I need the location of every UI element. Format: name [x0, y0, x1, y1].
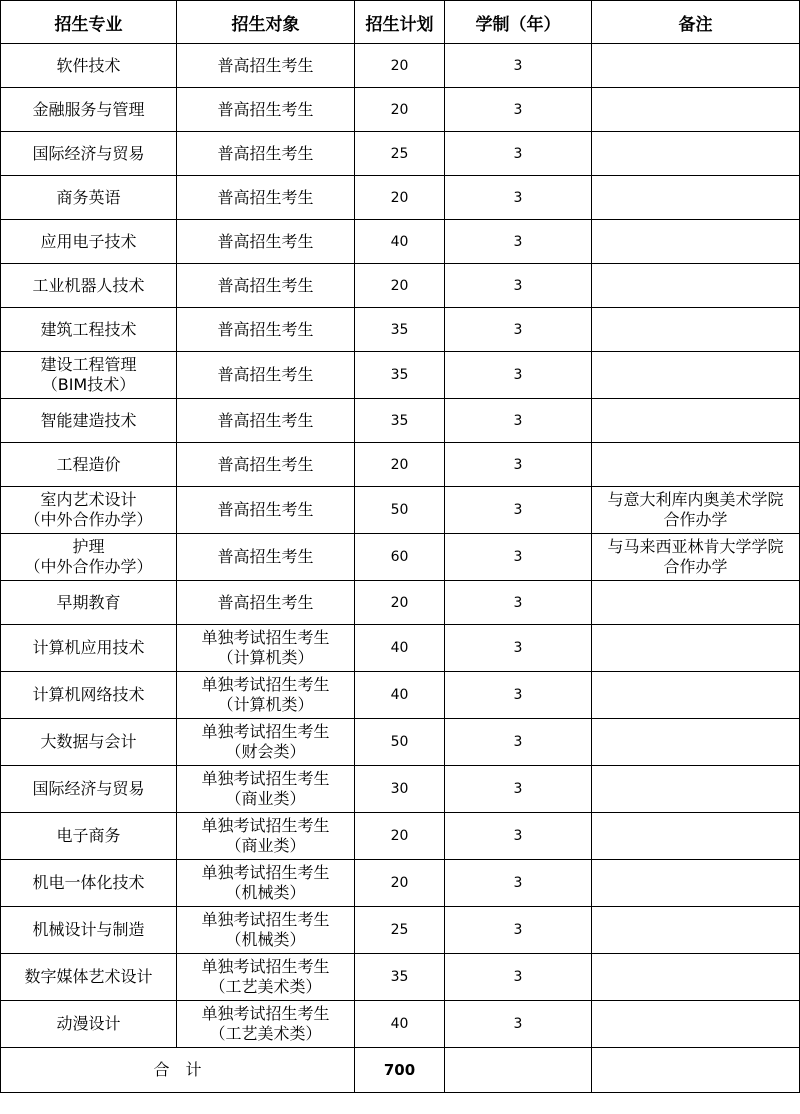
- target-cell-line: 普高招生考生: [217, 500, 314, 519]
- major-cell-line: （BIM技术）: [41, 375, 136, 394]
- note-cell-line: 与马来西亚林肯大学学院: [607, 537, 784, 556]
- years-cell: 3: [445, 534, 592, 581]
- target-cell-line: 单独考试招生考生: [201, 722, 330, 741]
- major-cell-line: 室内艺术设计: [40, 490, 137, 509]
- table-row: [1, 487, 800, 534]
- target-cell-line: 普高招生考生: [217, 275, 314, 295]
- major-cell-line: 工程造价: [56, 454, 121, 474]
- table-row: [1, 399, 800, 443]
- plan-cell: 20: [355, 88, 445, 132]
- header-major: 招生专业: [1, 1, 177, 44]
- major-cell: [1, 672, 177, 719]
- major-cell: [1, 352, 177, 399]
- target-cell-line: 普高招生考生: [217, 592, 314, 612]
- note-cell: [592, 907, 800, 954]
- major-cell-line: （中外合作办学）: [24, 510, 153, 529]
- table-row: [1, 1001, 800, 1048]
- major-cell: [1, 132, 177, 176]
- major-cell: [1, 487, 177, 534]
- years-cell: 3: [445, 813, 592, 860]
- major-cell: [1, 813, 177, 860]
- years-cell: 3: [445, 176, 592, 220]
- target-cell-line: 单独考试招生考生: [201, 816, 330, 835]
- major-cell: [1, 399, 177, 443]
- years-cell: 3: [445, 1001, 592, 1048]
- target-cell: [177, 220, 355, 264]
- target-cell: [177, 132, 355, 176]
- major-cell: [1, 88, 177, 132]
- years-cell: 3: [445, 44, 592, 88]
- note-cell: [592, 581, 800, 625]
- major-cell-line: 金融服务与管理: [32, 99, 145, 119]
- note-cell: [592, 308, 800, 352]
- target-cell: [177, 625, 355, 672]
- note-cell: [592, 443, 800, 487]
- major-cell: [1, 581, 177, 625]
- plan-cell: 35: [355, 954, 445, 1001]
- header-note: 备注: [592, 1, 800, 44]
- target-cell: [177, 176, 355, 220]
- note-cell: [592, 625, 800, 672]
- note-cell: [592, 672, 800, 719]
- major-cell-line: 软件技术: [56, 55, 121, 75]
- target-cell-line: 单独考试招生考生: [201, 957, 330, 976]
- years-cell: 3: [445, 352, 592, 399]
- table-row: [1, 581, 800, 625]
- target-cell-line: （商业类）: [225, 836, 306, 855]
- table-row: [1, 813, 800, 860]
- major-cell-line: 大数据与会计: [40, 732, 137, 751]
- plan-cell: 20: [355, 581, 445, 625]
- plan-cell: 20: [355, 860, 445, 907]
- table-row: [1, 176, 800, 220]
- target-cell: [177, 88, 355, 132]
- table-row: [1, 907, 800, 954]
- plan-cell: 25: [355, 132, 445, 176]
- table-row: [1, 954, 800, 1001]
- target-cell-line: 普高招生考生: [217, 231, 314, 251]
- years-cell: 3: [445, 220, 592, 264]
- major-cell-line: 应用电子技术: [40, 231, 137, 251]
- major-cell: [1, 264, 177, 308]
- target-cell: [177, 581, 355, 625]
- table-row: [1, 672, 800, 719]
- major-cell: [1, 220, 177, 264]
- major-cell: [1, 954, 177, 1001]
- plan-cell: 50: [355, 487, 445, 534]
- table-row: [1, 132, 800, 176]
- major-cell: [1, 860, 177, 907]
- plan-cell: 30: [355, 766, 445, 813]
- plan-cell: 40: [355, 220, 445, 264]
- target-cell-line: 单独考试招生考生: [201, 675, 330, 694]
- major-cell-line: 工业机器人技术: [32, 275, 145, 295]
- target-cell-line: （计算机类）: [217, 648, 314, 667]
- target-cell-line: 普高招生考生: [217, 99, 314, 119]
- table-body: [1, 44, 800, 1048]
- note-cell-line: 与意大利库内奥美术学院: [607, 490, 784, 509]
- target-cell: [177, 766, 355, 813]
- target-cell-line: 普高招生考生: [217, 410, 314, 430]
- major-cell-line: 国际经济与贸易: [32, 143, 145, 163]
- years-cell: 3: [445, 954, 592, 1001]
- major-cell-line: （中外合作办学）: [24, 557, 153, 576]
- major-cell-line: 建设工程管理: [40, 355, 137, 374]
- target-cell: [177, 907, 355, 954]
- major-cell: [1, 44, 177, 88]
- target-cell-line: （机械类）: [225, 883, 306, 902]
- table-row: [1, 443, 800, 487]
- plan-cell: 20: [355, 443, 445, 487]
- major-cell-line: 护理: [72, 537, 105, 556]
- plan-cell: 20: [355, 44, 445, 88]
- target-cell-line: 普高招生考生: [217, 55, 314, 75]
- major-cell-line: 商务英语: [56, 187, 121, 207]
- major-cell: [1, 176, 177, 220]
- major-cell-line: 建筑工程技术: [40, 319, 137, 339]
- target-cell-line: 普高招生考生: [217, 187, 314, 207]
- note-cell-line: 合作办学: [663, 510, 728, 529]
- major-cell-line: 机械设计与制造: [32, 920, 145, 939]
- target-cell-line: （工艺美术类）: [209, 977, 322, 996]
- target-cell: [177, 399, 355, 443]
- note-cell-line: 合作办学: [663, 557, 728, 576]
- header-years: 学制（年）: [445, 1, 592, 44]
- target-cell: [177, 487, 355, 534]
- note-cell: [592, 719, 800, 766]
- target-cell-line: 普高招生考生: [217, 143, 314, 163]
- target-cell-line: 单独考试招生考生: [201, 863, 330, 882]
- major-cell-line: 数字媒体艺术设计: [24, 967, 153, 986]
- header-row: [1, 1, 800, 44]
- major-cell: [1, 766, 177, 813]
- years-cell: 3: [445, 308, 592, 352]
- major-cell: [1, 308, 177, 352]
- years-cell: 3: [445, 132, 592, 176]
- header-target: 招生对象: [177, 1, 355, 44]
- target-cell-line: （财会类）: [225, 742, 306, 761]
- table-row: [1, 264, 800, 308]
- major-cell-line: 国际经济与贸易: [32, 779, 145, 798]
- note-cell: [592, 176, 800, 220]
- note-cell: [592, 88, 800, 132]
- note-cell: [592, 44, 800, 88]
- plan-cell: 20: [355, 264, 445, 308]
- total-years-cell: [445, 1048, 592, 1093]
- target-cell-line: （工艺美术类）: [209, 1024, 322, 1043]
- target-cell: [177, 352, 355, 399]
- target-cell-line: 普高招生考生: [217, 319, 314, 339]
- target-cell: [177, 443, 355, 487]
- plan-cell: 40: [355, 672, 445, 719]
- years-cell: 3: [445, 399, 592, 443]
- years-cell: 3: [445, 443, 592, 487]
- total-label: 合 计: [1, 1048, 355, 1093]
- target-cell-line: 单独考试招生考生: [201, 628, 330, 647]
- years-cell: 3: [445, 625, 592, 672]
- years-cell: 3: [445, 907, 592, 954]
- note-cell: [592, 132, 800, 176]
- target-cell: [177, 534, 355, 581]
- note-cell: [592, 399, 800, 443]
- plan-cell: 50: [355, 719, 445, 766]
- note-cell: [592, 813, 800, 860]
- years-cell: 3: [445, 719, 592, 766]
- target-cell: [177, 1001, 355, 1048]
- table-row: [1, 534, 800, 581]
- major-cell: [1, 719, 177, 766]
- table-row: [1, 44, 800, 88]
- plan-cell: 60: [355, 534, 445, 581]
- years-cell: 3: [445, 487, 592, 534]
- plan-cell: 20: [355, 176, 445, 220]
- major-cell-line: 计算机网络技术: [32, 685, 145, 704]
- note-cell: [592, 264, 800, 308]
- plan-cell: 25: [355, 907, 445, 954]
- major-cell: [1, 443, 177, 487]
- years-cell: 3: [445, 264, 592, 308]
- target-cell: [177, 860, 355, 907]
- target-cell-line: 单独考试招生考生: [201, 1004, 330, 1023]
- years-cell: 3: [445, 88, 592, 132]
- note-cell: [592, 860, 800, 907]
- major-cell-line: 早期教育: [56, 592, 121, 612]
- table-row: [1, 625, 800, 672]
- years-cell: 3: [445, 581, 592, 625]
- target-cell: [177, 308, 355, 352]
- major-cell: [1, 907, 177, 954]
- target-cell: [177, 813, 355, 860]
- target-cell: [177, 44, 355, 88]
- note-cell: [592, 766, 800, 813]
- note-cell: [592, 487, 800, 534]
- total-plan: 700: [355, 1048, 445, 1093]
- header-plan: 招生计划: [355, 1, 445, 44]
- plan-cell: 35: [355, 399, 445, 443]
- target-cell-line: 普高招生考生: [217, 547, 314, 566]
- major-cell-line: 电子商务: [56, 826, 121, 845]
- major-cell: [1, 625, 177, 672]
- major-cell: [1, 1001, 177, 1048]
- major-cell: [1, 534, 177, 581]
- years-cell: 3: [445, 672, 592, 719]
- note-cell: [592, 352, 800, 399]
- major-cell-line: 动漫设计: [56, 1014, 121, 1033]
- target-cell-line: 单独考试招生考生: [201, 910, 330, 929]
- target-cell: [177, 954, 355, 1001]
- target-cell: [177, 264, 355, 308]
- target-cell: [177, 672, 355, 719]
- table-row: [1, 860, 800, 907]
- plan-cell: 35: [355, 308, 445, 352]
- target-cell-line: 普高招生考生: [217, 454, 314, 474]
- table-row: [1, 220, 800, 264]
- target-cell-line: （商业类）: [225, 789, 306, 808]
- total-note-cell: [592, 1048, 800, 1093]
- table-row: [1, 352, 800, 399]
- target-cell-line: 单独考试招生考生: [201, 769, 330, 788]
- target-cell-line: （机械类）: [225, 930, 306, 949]
- major-cell-line: 机电一体化技术: [32, 873, 145, 892]
- plan-cell: 20: [355, 813, 445, 860]
- note-cell: [592, 220, 800, 264]
- plan-cell: 40: [355, 625, 445, 672]
- target-cell: [177, 719, 355, 766]
- major-cell-line: 智能建造技术: [40, 410, 137, 430]
- years-cell: 3: [445, 766, 592, 813]
- table-row: [1, 88, 800, 132]
- note-cell: [592, 534, 800, 581]
- total-row: [1, 1048, 800, 1093]
- note-cell: [592, 954, 800, 1001]
- major-cell-line: 计算机应用技术: [32, 638, 145, 657]
- table-row: [1, 766, 800, 813]
- target-cell-line: 普高招生考生: [217, 365, 314, 384]
- note-cell: [592, 1001, 800, 1048]
- table-row: [1, 719, 800, 766]
- years-cell: 3: [445, 860, 592, 907]
- plan-cell: 35: [355, 352, 445, 399]
- target-cell-line: （计算机类）: [217, 695, 314, 714]
- plan-cell: 40: [355, 1001, 445, 1048]
- table-row: [1, 308, 800, 352]
